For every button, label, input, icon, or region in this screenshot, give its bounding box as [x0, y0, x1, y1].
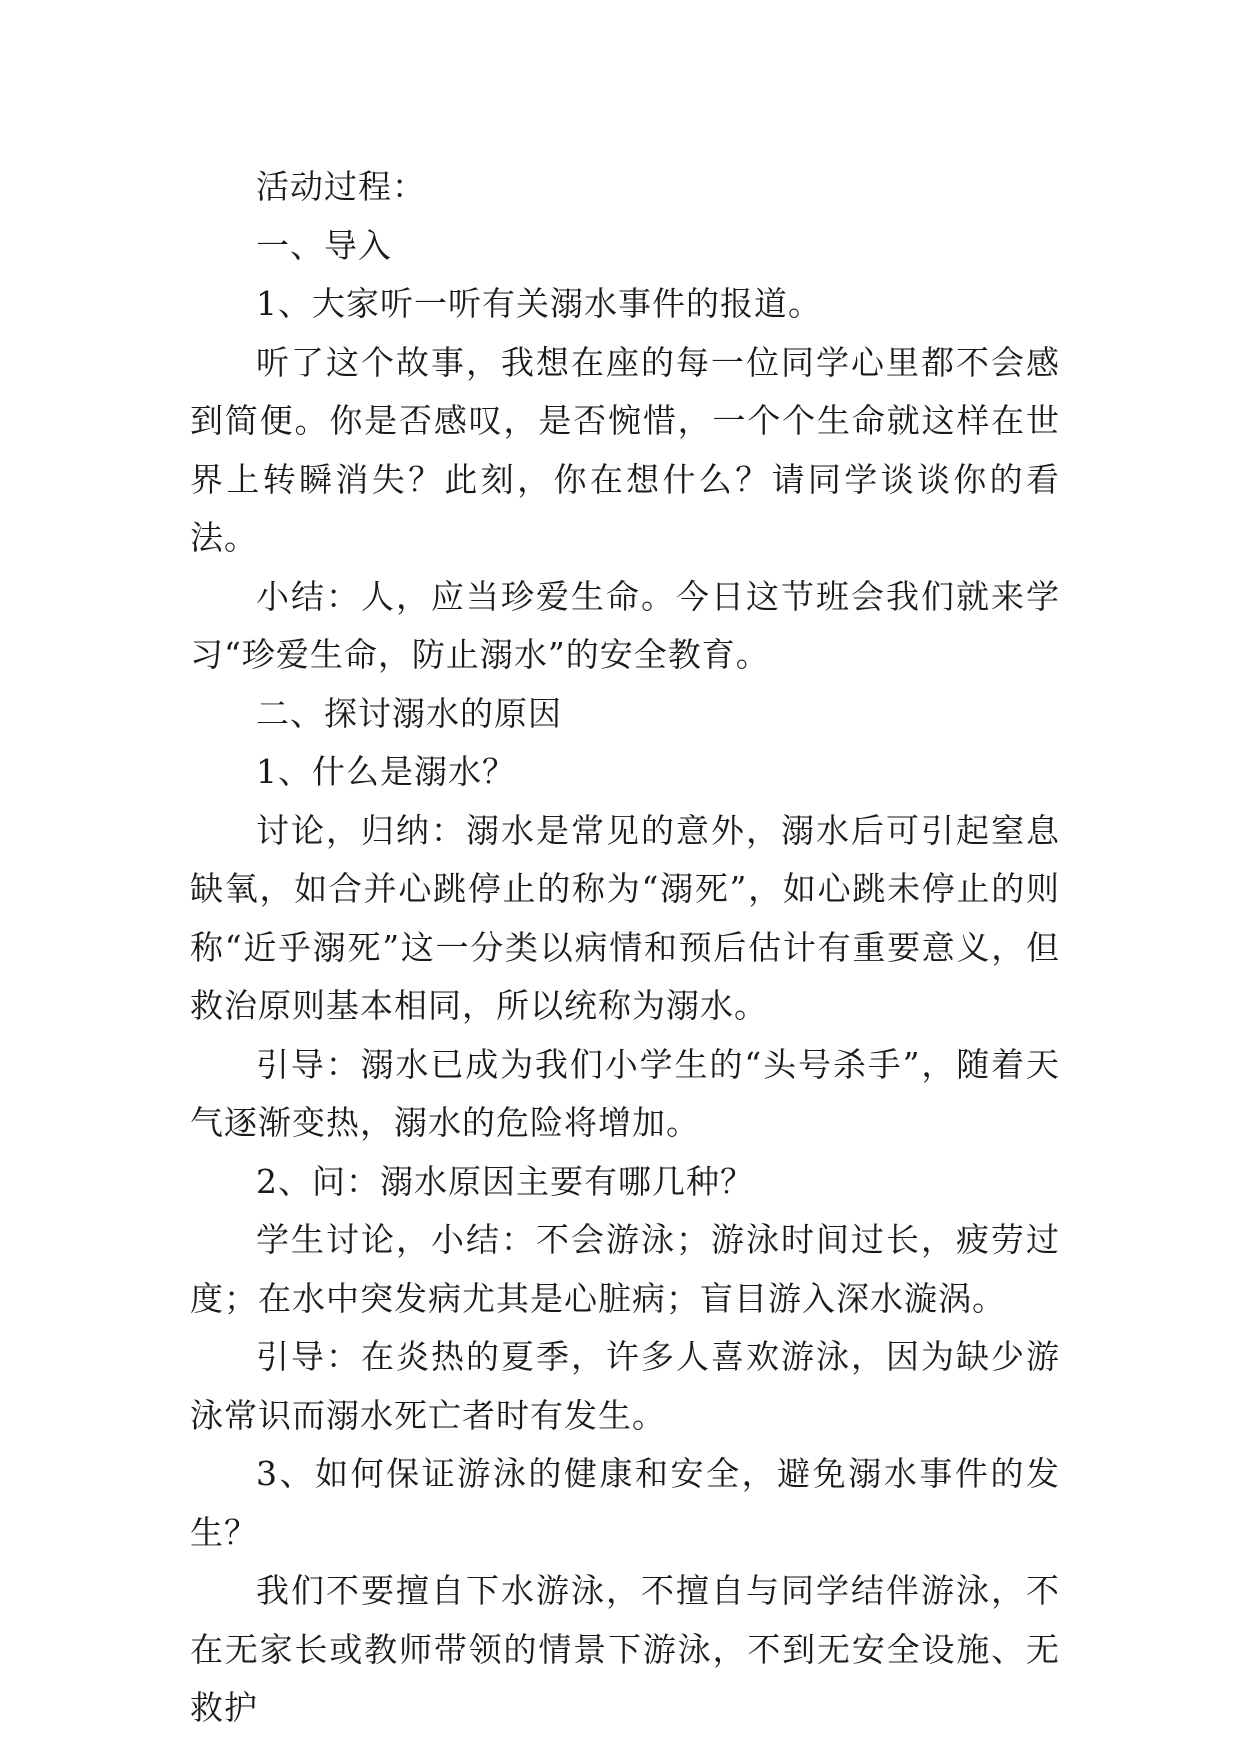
paragraph-listen-report: 1、大家听一听有关溺水事件的报道。 [256, 284, 822, 323]
heading-introduction: 一、导入 [256, 225, 392, 265]
paragraph-student-discussion: 学生讨论，小结：不会游泳；游泳时间过长，疲劳过度；在水中突发病尤其是心脏病；盲目游入深水漩涡。 [190, 1220, 1060, 1318]
paragraph-what-is-drowning: 1、什么是溺水？ [256, 752, 516, 791]
paragraph-question-causes: 2、问：溺水原因主要有哪几种？ [256, 1161, 754, 1201]
paragraph-guidance-top-killer: 引导：溺水已成为我们小学生的“头号杀手”，随着天气逐渐变热，溺水的危险将增加。 [190, 1044, 1060, 1142]
paragraph-discussion-definition: 讨论，归纳：溺水是常见的意外，溺水后可引起窒息缺氧，如合并心跳停止的称为“溺死”，如心跳未停止的则称“近乎溺死”这一分类以病情和预后估计有重要意义，但救治原则基本相同，所以统称为溺水。 [190, 810, 1060, 1025]
document-body [190, 158, 1060, 1738]
paragraph-story-reflection: 听了这个故事，我想在座的每一位同学心里都不会感到简便。你是否感叹，是否惋惜，一个个生命就这样在世界上转瞬消失？此刻，你在想什么？请同学谈谈你的看法。 [190, 342, 1060, 557]
paragraph-safety-rules: 我们不要擅自下水游泳，不擅自与同学结伴游泳，不在无家长或教师带领的情景下游泳，不到无安全设施、无救护 [190, 1571, 1060, 1727]
paragraph-activity-process: 活动过程： [256, 167, 426, 206]
heading-drowning-causes: 二、探讨溺水的原因 [256, 693, 562, 733]
paragraph-summary-cherish-life: 小结：人，应当珍爱生命。今日这节班会我们就来学习“珍爱生命，防止溺水”的安全教育。 [190, 576, 1060, 674]
paragraph-question-safety: 3、如何保证游泳的健康和安全，避免溺水事件的发生？ [190, 1454, 1060, 1552]
paragraph-guidance-summer: 引导：在炎热的夏季，许多人喜欢游泳，因为缺少游泳常识而溺水死亡者时有发生。 [190, 1337, 1060, 1435]
